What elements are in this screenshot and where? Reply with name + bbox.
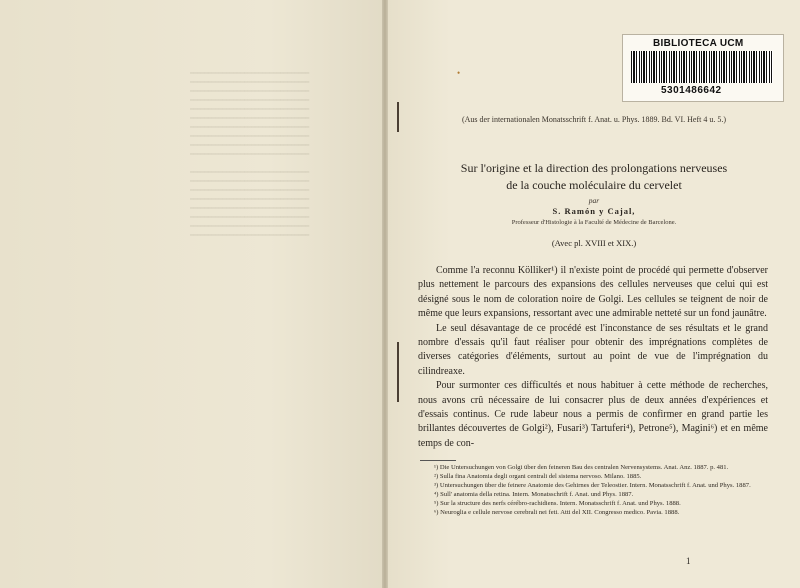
title-line-1: Sur l'origine et la direction des prolongations nerveuses <box>460 161 728 175</box>
footnote: ⁶) Neuroglia e cellule nervose cerebrali nei feti. Atti del XII. Congresso medico. Pavia. 1888. <box>434 509 680 517</box>
library-name: BIBLIOTECA UCM <box>653 38 744 49</box>
author-name: S. Ramón y Cajal, <box>552 206 636 216</box>
article-title <box>412 160 776 194</box>
library-barcode-label <box>622 34 784 102</box>
paragraph: Comme l'a reconnu Kölliker¹) il n'existe point de procédé qui permette d'observer plus nettement le parcours des expansions des cellules nerveuses que celui qui est désigné sous le nom de coloration noire de Golgi. Les cellules se teignent de noir de même que leurs expansions, ressortant avec une admirable netteté sur un fond jaunâtre. <box>418 265 768 320</box>
footnote-rule <box>420 460 456 461</box>
page-number: 1 <box>686 556 691 566</box>
article-body <box>418 264 768 451</box>
paragraph: Le seul désavantage de ce procédé est l'inconstance de ses résultats et le grand nombre d'essais qu'il faut réaliser pour obtenir des imprégnations complètes de diverses catégories d'éléments, surtout au point de vue de l'imprégnation du cilindreaxe. <box>418 322 768 377</box>
footnote: ³) Untersuchungen über die feinere Anatomie des Gehirnes der Teleostier. Intern. Monatsschrift f. Anat. und Phys. 1887. <box>434 482 751 490</box>
ink-mark: • <box>457 68 461 78</box>
author-affiliation: Professeur d'Histologie à la Faculté de Médecine de Barcelone. <box>511 219 677 226</box>
plates-note: (Avec pl. XVIII et XIX.) <box>551 238 637 248</box>
footnote: ⁴) Sull' anatomia della retina. Intern. Monatsschrift f. Anat. und Phys. 1887. <box>434 491 634 499</box>
footnote: ⁵) Sur la structure des nerfs cérébro-rachidiens. Intern. Monatsschrift f. Anat. und Phys. 1888. <box>434 500 681 508</box>
title-line-2: de la couche moléculaire du cervelet <box>506 178 682 192</box>
barcode-number: 5301486642 <box>661 85 722 96</box>
footnotes <box>418 463 770 518</box>
margin-mark <box>397 102 399 132</box>
margin-mark <box>397 342 399 402</box>
show-through-text: ━━━━━━━━━━━━━━━━━━━━━━━━━━━━━━━━━ ━━━━━━━━━━━━━━━━━━━━━━━━━━━━━━━━━ ━━━━━━━━━━━━━━━━━━━━━━━━━━━━━━━━━ ━━━━━━━━━━━━━━━━━━━━━━━━━━━━━━━━━ ━━━━━━━━━━━━━━━━━━━━━━━━━━━━━━━━━ ━━━━━━━━━━━━━━━━━━━━━━━━━━━━━━━━━ ━━━━━━━━━━━━━━━━━━━━━━━━━━━━━━━━━ ━━━━━━━━━━━━━━━━━━━━━━━━━━━━━━━━━ ━━━━━━━━━━━━━━━━━━━━━━━━━━━━━━━━━ ━━━━━━━━━━━━━━━━━━━━━━━━━━━━━━━━━ ━━━━━━━━━━━━━━━━━━━━━━━━━━━━━━━━━ ━━━━━━━━━━━━━━━━━━━━━━━━━━━━━━━━━ ━━━━━━━━━━━━━━━━━━━━━━━━━━━━━━━━━ ━━━━━━━━━━━━━━━━━━━━━━━━━━━━━━━━━ ━━━━━━━━━━━━━━━━━━━━━━━━━━━━━━━━━ ━━━━━━━━━━━━━━━━━━━━━━━━━━━━━━━━━ ━━━━━━━━━━━━━━━━━━━━━━━━━━━━━━━━━ ━━━━━━━━━━━━━━━━━━━━━━━━━━━━━━━━━ <box>190 71 310 239</box>
left-page <box>0 0 384 588</box>
paragraph: Pour surmonter ces difficultés et nous habituer à cette méthode de recherches, nous avons crû nécessaire de lui consacrer plus de deux années d'expériences et d'essais continus. Ce rude labeur nous a permis de confirmer en grand partie les brillantes découvertes de Golgi²), Fusari³) Tartuferi⁴), Petrone⁵), Magini⁶) et en même temps de con- <box>418 380 768 449</box>
footnote: ¹) Die Untersuchungen von Golgi über den feineren Bau des centralen Nervensystems. Anat. Anz. 1887. p. 481. <box>434 464 729 471</box>
footnote: ²) Sulla fina Anatomia degli organi centrali del sistema nervoso. Milano. 1885. <box>434 473 642 481</box>
barcode-icon <box>631 51 773 83</box>
journal-header: (Aus der internationalen Monatsschrift f. Anat. u. Phys. 1889. Bd. VI. Heft 4 u. 5.) <box>461 115 727 124</box>
byline-par: par <box>588 196 600 205</box>
